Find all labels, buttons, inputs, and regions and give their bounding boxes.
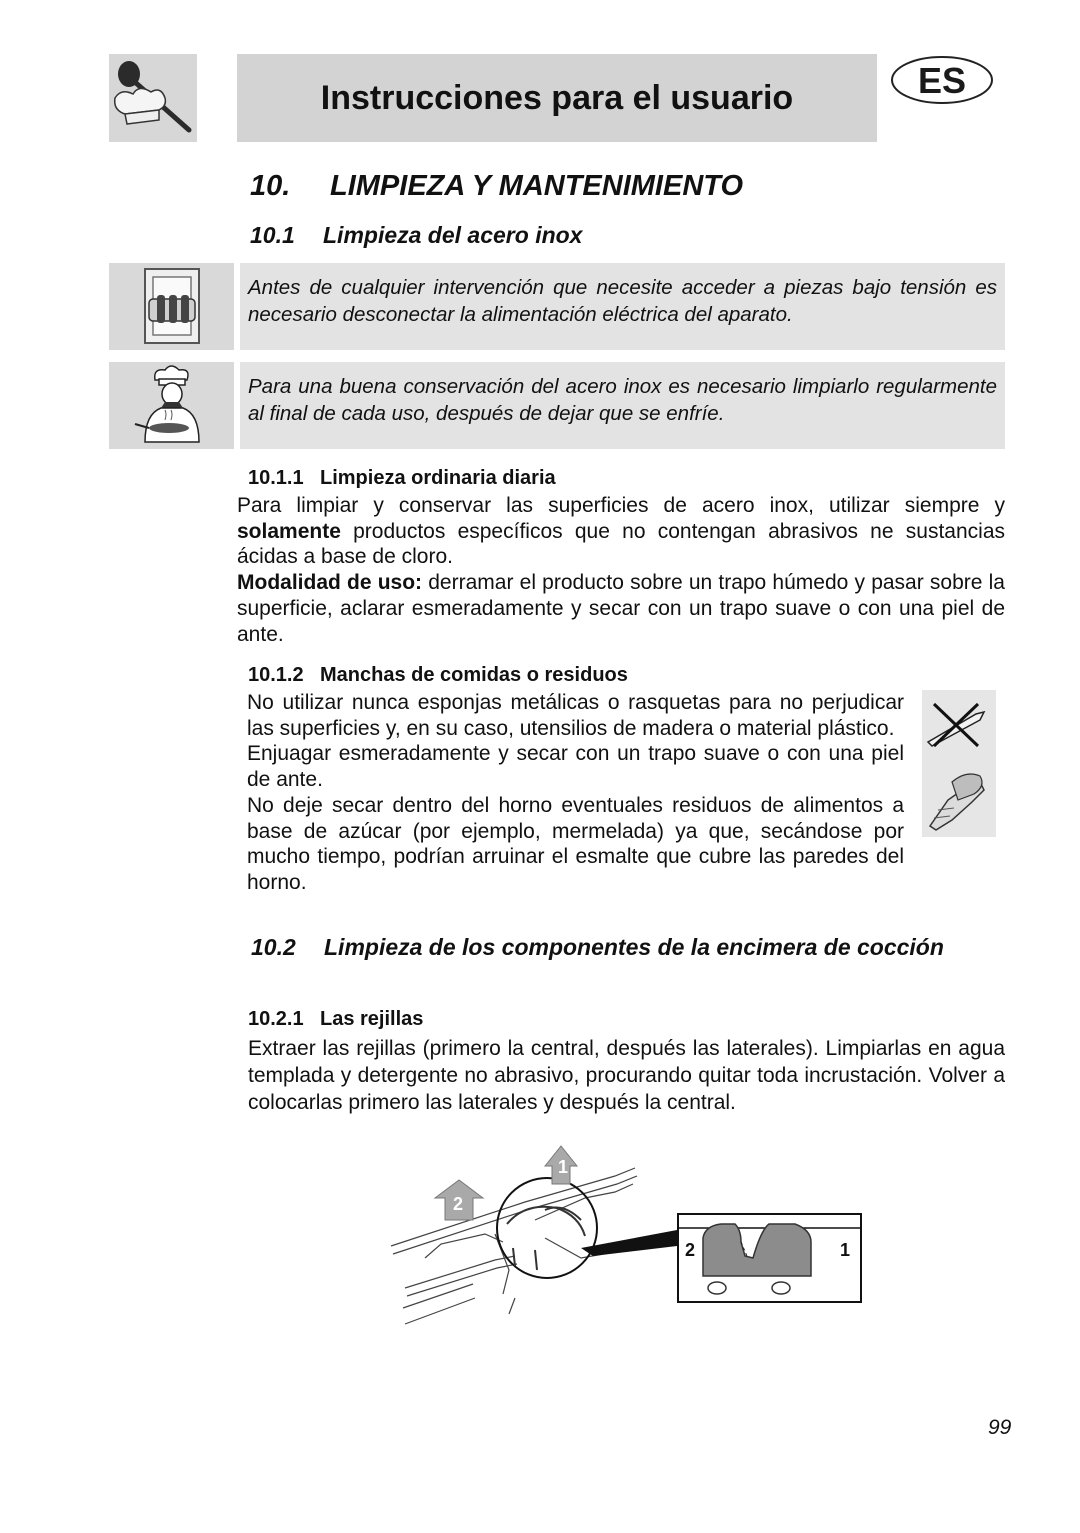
language-badge [890, 55, 994, 105]
arrow-label: 1 [557, 1157, 569, 1177]
header-title-bar [237, 54, 877, 142]
power-switch-icon [109, 263, 234, 350]
paragraph: No deje secar dentro del horno eventuales residuos de alimentos a base de azúcar (por ejemplo, mermelada) ya que, secándose por mucho tiempo, podrían arruinar el esmalte que cubre las paredes del horno. [247, 793, 904, 894]
text-run: derramar el producto sobre un trapo húmedo y pasar sobre la superficie, aclarar esmeradamente y secar con un trapo suave o con una piel de ante. [237, 571, 1005, 646]
chef-tip-panel [109, 362, 234, 449]
subsection-title: Manchas de comidas o residuos [320, 664, 628, 686]
subsection-10-1-heading [250, 222, 582, 249]
page-number: 99 [988, 1416, 1012, 1439]
electrical-warning-notice [240, 263, 1005, 350]
text-run: Para limpiar y conservar las superficies de acero inox, utilizar siempre y [237, 494, 1005, 517]
subsection-title: Limpieza ordinaria diaria [320, 467, 556, 489]
paragraph: Extraer las rejillas (primero la central, después las laterales). Limpiarlas en agua templada y detergente no abrasivo, procurando quitar toda incrustación. Volver a colocarlas primero las laterales y después la central. [248, 1037, 1005, 1114]
chef-logo [109, 54, 197, 142]
grid-removal-diagram [385, 1138, 865, 1348]
text-run: productos específicos que no contengan abrasivos ne sustancias ácidas a base de cloro. [237, 519, 1005, 569]
subsection-10-1-2-heading [248, 664, 628, 687]
emphasis: solamente [237, 519, 341, 543]
paragraph: Enjuagar esmeradamente y secar con un trapo suave o con una piel de ante. [247, 742, 904, 792]
subsection-title: Limpieza del acero inox [323, 222, 583, 248]
notice-text: Para una buena conservación del acero inox es necesario limpiarlo regularmente al final de cada uso, después de dejar que se enfríe. [248, 375, 997, 425]
section-heading [250, 170, 743, 203]
paragraph [237, 570, 1005, 647]
steel-care-notice [240, 362, 1005, 449]
electrical-warning-panel [109, 263, 234, 350]
subsection-title: Las rejillas [320, 1008, 424, 1030]
section-number: 10. [250, 170, 291, 202]
notice-text: Antes de cualquier intervención que necesite acceder a piezas bajo tensión es necesario desconectar la alimentación eléctrica del aparato. [248, 276, 997, 326]
detail-label: 1 [839, 1240, 851, 1260]
subsection-number: 10.2 [251, 934, 296, 960]
emphasis: Modalidad de uso: [237, 571, 423, 595]
detail-label: 2 [684, 1240, 696, 1260]
paragraph [237, 493, 1005, 570]
stains-text [247, 690, 904, 896]
section-title: LIMPIEZA Y MANTENIMIENTO [330, 170, 744, 202]
daily-cleaning-text [237, 493, 1005, 647]
subsection-number: 10.1.2 [248, 664, 304, 686]
paragraph: No utilizar nunca esponjas metálicas o rasquetas para no perjudicar las superficies y, en su caso, utensilios de madera o material plástico. [247, 691, 904, 740]
utensil-icons [922, 690, 996, 837]
spoon-and-hat-icon [109, 54, 197, 142]
arrow-lateral [435, 1180, 483, 1220]
no-knife-icon [928, 704, 984, 746]
detail-inset [678, 1214, 861, 1302]
page-title: Instrucciones para el usuario [320, 78, 794, 117]
subsection-10-2-heading [251, 932, 1005, 963]
cleaning-hand-icon [930, 774, 984, 830]
subsection-number: 10.2.1 [248, 1008, 304, 1030]
subsection-10-2-1-heading [248, 1008, 423, 1031]
subsection-number: 10.1.1 [248, 467, 304, 489]
subsection-10-1-1-heading [248, 467, 556, 490]
arrow-label: 2 [452, 1194, 464, 1214]
chef-icon [109, 362, 234, 449]
subsection-title: Limpieza de los componentes de la encimera de cocción [324, 934, 944, 960]
grids-text [248, 1035, 1005, 1116]
subsection-number: 10.1 [250, 222, 295, 248]
language-code: ES [917, 60, 967, 101]
